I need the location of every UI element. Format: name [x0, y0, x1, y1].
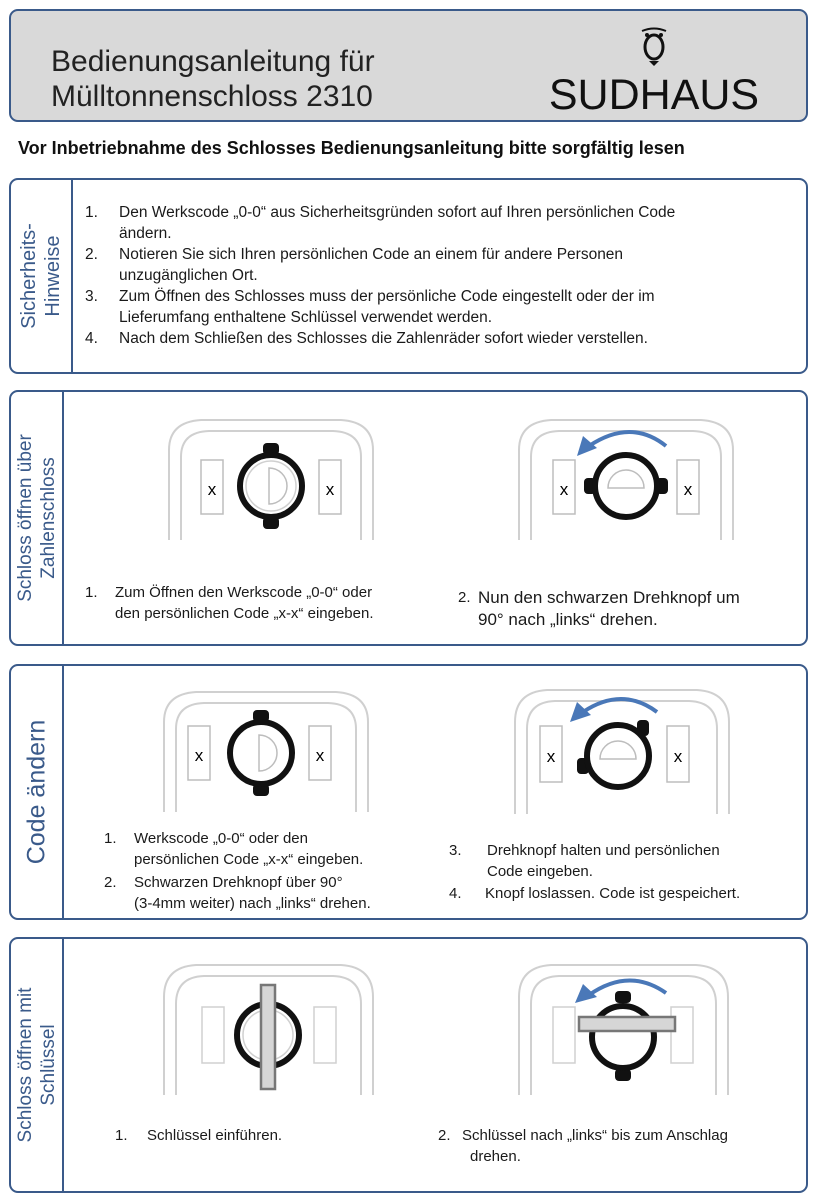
open-combo-side-label: Schloss öffnen über Zahlenschloss: [14, 434, 59, 602]
key-icon: [261, 985, 275, 1089]
logo-emblem-icon: [642, 29, 666, 67]
svg-text:x: x: [683, 480, 693, 499]
list-item: 1. Den Werkscode „0-0“ aus Sicherheitsgründen sofort auf Ihren persönlichen Code ändern.: [85, 204, 676, 242]
lock-illustration-rotated: [511, 412, 741, 542]
safety-side: [11, 180, 73, 372]
rotate-left-arrow-icon: [589, 432, 666, 446]
list-item: 3. Zum Öffnen des Schlosses muss der persönliche Code eingestellt oder der im Lieferumfang enthaltene Schlüssel verwendet werden.: [85, 288, 655, 326]
svg-text:x: x: [546, 747, 556, 766]
list-item: 4. Nach dem Schließen des Schlosses die Zahlenräder sofort wieder verstellen.: [85, 330, 648, 347]
svg-text:x: x: [315, 746, 325, 765]
open-combo-step-1: 1. Zum Öffnen den Werkscode „0-0“ oder den persönlichen Code „x-x“ eingeben.: [85, 584, 374, 622]
open-key-step-2: 2. Schlüssel nach „links“ bis zum Anschlag drehen.: [438, 1127, 728, 1165]
safety-side-label: Sicherheits- Hinweise: [18, 223, 64, 329]
svg-text:x: x: [559, 480, 569, 499]
open-combo-side: [11, 392, 64, 644]
change-code-side: [11, 666, 64, 918]
key-icon: [579, 1017, 675, 1031]
open-combo-step-2: 2. Nun den schwarzen Drehknopf um 90° nach „links“ drehen.: [458, 588, 740, 629]
safety-list: [85, 202, 790, 349]
open-key-side: [11, 939, 64, 1191]
svg-text:x: x: [325, 480, 335, 499]
list-item: 2. Notieren Sie sich Ihren persönlichen Code an einem für andere Personen unzugänglichen Ort.: [85, 246, 624, 284]
lock-illustration-key: [156, 957, 381, 1097]
svg-text:x: x: [194, 746, 204, 765]
change-code-step-2: 2. Schwarzen Drehknopf über 90° (3-4mm weiter) nach „links“ drehen.: [104, 874, 371, 912]
change-code-panel: [9, 664, 808, 920]
change-code-step-4: 4. Knopf loslassen. Code ist gespeichert.: [449, 885, 741, 902]
change-code-step-3: 3. Drehknopf halten und persönlichen Code eingeben.: [449, 842, 720, 880]
sudhaus-logo: [534, 21, 774, 116]
subtitle: Vor Inbetriebnahme des Schlosses Bedienungsanleitung bitte sorgfältig lesen: [18, 138, 685, 158]
page-title: Bedienungsanleitung für Mülltonnenschloss 2310: [51, 45, 375, 113]
lock-illustration-closed: [161, 412, 381, 542]
change-code-side-label: Code ändern: [22, 719, 50, 865]
brand-name: SUDHAUS: [548, 71, 760, 116]
open-key-step-1: 1. Schlüssel einführen.: [115, 1127, 283, 1144]
svg-text:x: x: [207, 480, 217, 499]
lock-illustration-key-rotated: [511, 957, 736, 1097]
svg-text:x: x: [673, 747, 683, 766]
change-code-step-1: 1. Werkscode „0-0“ oder den persönlichen Code „x-x“ eingeben.: [104, 830, 364, 868]
header-panel: [9, 9, 808, 122]
rotary-knob: [592, 1006, 654, 1068]
open-key-side-label: Schloss öffnen mit Schlüssel: [14, 987, 59, 1143]
open-key-panel: [9, 937, 808, 1193]
open-combo-panel: [9, 390, 808, 646]
lock-illustration-rotated: [507, 682, 737, 816]
lock-illustration-closed: [156, 684, 376, 814]
safety-panel: [9, 178, 808, 374]
